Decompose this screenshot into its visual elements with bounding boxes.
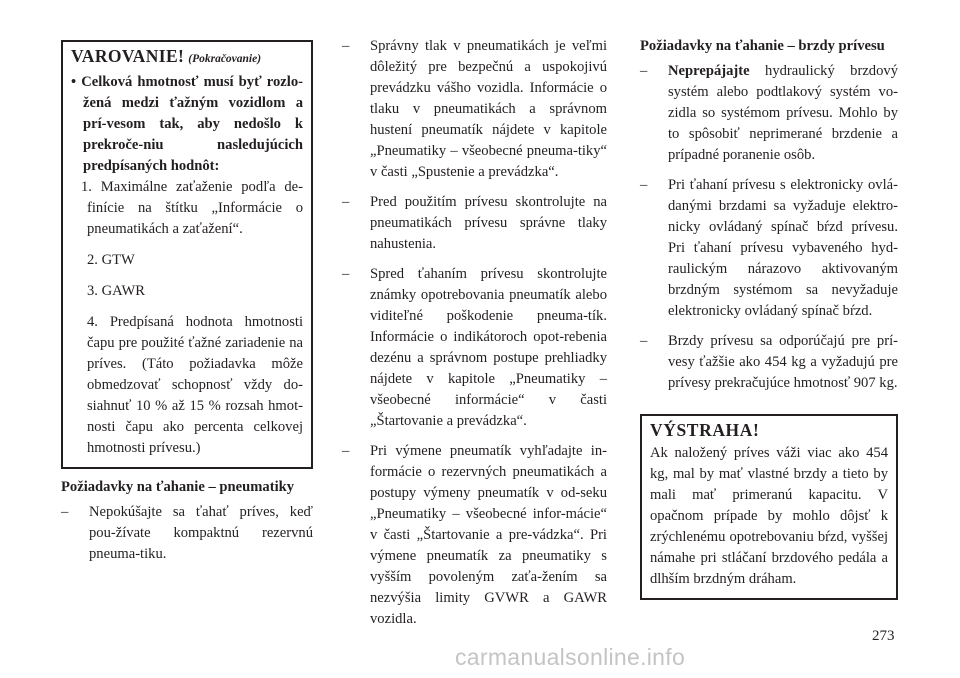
warning-continued-label: (Pokračovanie) bbox=[188, 53, 262, 65]
dash-icon: – bbox=[342, 443, 350, 459]
section-heading-brakes: Požiadavky na ťahanie – brzdy prívesu bbox=[640, 38, 885, 54]
column-left bbox=[61, 40, 313, 574]
dash-icon: – bbox=[640, 333, 648, 349]
list-item-text: Brzdy prívesu sa odporúčajú pre prí-vesy ťažšie ako 454 kg a vyžadujú pre prívesy prekračujúce hmotnosť 907 kg. bbox=[668, 333, 898, 391]
caution-title: VÝSTRAHA! bbox=[650, 420, 760, 440]
dash-icon: – bbox=[342, 38, 350, 54]
warning-subitem-2: 2. GTW bbox=[87, 252, 135, 268]
caution-box bbox=[640, 414, 898, 600]
list-item-text: Pri ťahaní prívesu s elektronicky ovlá-danými brzdami sa vyžaduje elektro-nicky ovládaný spínač bŕzd prívesu. Pri ťahaní prívesu vybaveného hyd-raulickým nárazovo aktivovaným brzdným systémom sa nevyžaduje elektronicky ovládaný spínač bŕzd. bbox=[668, 177, 898, 319]
dash-icon: – bbox=[342, 266, 350, 282]
list-item bbox=[342, 192, 607, 255]
column-middle bbox=[342, 36, 607, 639]
bullet-icon: • bbox=[71, 74, 77, 90]
dash-icon: – bbox=[640, 177, 648, 193]
caution-text: Ak naložený príves váži viac ako 454 kg, mal by mať vlastné brzdy a tieto by mali mať primeranú kapacitu. V opačnom prípade by mohlo dôjsť k zrýchlenému opotrebovaniu bŕzd, vyššej námahe pri stláčaní brzdového pedála a dlhším brzdným dráham. bbox=[650, 445, 888, 587]
page-number: 273 bbox=[872, 628, 895, 644]
warning-title-text: VAROVANIE! bbox=[71, 46, 185, 66]
warning-subitem-1: 1. Maximálne zaťaženie podľa de-finície na štítku „Informácie o pneumatikách a zaťažení“. bbox=[81, 179, 303, 237]
dash-icon: – bbox=[640, 63, 648, 79]
warning-bullet-text: Celková hmotnosť musí byť rozlo-žená medzi ťažným vozidlom a prí-vesom tak, aby nedošlo k prekroče-niu nasledujúcich predpísaných hodnôt: bbox=[81, 74, 303, 174]
column-right bbox=[640, 36, 898, 600]
watermark: carmanualsonline.info bbox=[455, 644, 686, 670]
warning-title bbox=[71, 46, 303, 70]
list-item-text: hydraulický brzdový systém alebo podtlakový systém vo-zidla so systémom prívesu. Mohlo by to spôsobiť neprimerané brzdenie a prípadné poranenie osôb. bbox=[668, 63, 898, 163]
list-item-text: Pred použitím prívesu skontrolujte na pneumatikách prívesu správne tlaky nahustenia. bbox=[370, 194, 607, 252]
warning-subitem-3: 3. GAWR bbox=[87, 283, 146, 299]
list-item bbox=[342, 36, 607, 183]
list-item bbox=[640, 175, 898, 322]
list-item bbox=[640, 331, 898, 394]
dash-icon: – bbox=[342, 194, 350, 210]
warning-bullet bbox=[71, 72, 303, 177]
list-item bbox=[342, 264, 607, 432]
list-item-text: Pri výmene pneumatík vyhľadajte in-formácie o rezervných pneumatikách a postupy výmeny pneumatík v od-seku „Pneumatiky – všeobecné infor-mácie“ v časti „Štartovanie a pre-vádzka“. Pri výmene pneumatík za pneumatiky s vyšším povoleným zaťa-žením sa nezvýšia limity GVWR a GAWR vozidla. bbox=[370, 443, 607, 627]
list-item bbox=[61, 502, 313, 565]
list-item-emphasis: Neprepájajte bbox=[668, 63, 750, 79]
section-heading-tires: Požiadavky na ťahanie – pneumatiky bbox=[61, 479, 295, 495]
list-item bbox=[342, 441, 607, 630]
list-item-text: Spred ťahaním prívesu skontrolujte známky opotrebovania pneumatík alebo viditeľné poškodenie pneuma-tík. Informácie o indikátoroch opot-rebenia dezénu a správnom postupe prehliadky nájdete v kapitole „Pneumatiky – všeobecné informácie“ v časti „Štartovanie a prevádzka“. bbox=[370, 266, 607, 429]
warning-box-continued bbox=[61, 40, 313, 469]
list-item bbox=[640, 61, 898, 166]
list-item-text: Správny tlak v pneumatikách je veľmi dôležitý pre bezpečnú a uspokojivú prevádzku vášho vozidla. Informácie o tlaku v pneumatikách a správnom hustení pneumatík nájdete v kapitole „Pneumatiky – všeobecné pneuma-tiky“ v časti „Spustenie a prevádzka“. bbox=[370, 38, 607, 180]
dash-icon: – bbox=[61, 504, 69, 520]
warning-subitem-4: 4. Predpísaná hodnota hmotnosti čapu pre použité ťažné zariadenie na príves. (Táto požiadavka môže obmedzovať schopnosť vždy do-siahnuť 10 % až 15 % rozsah hmot-nosti čapu ako percenta celkovej hmotnosti prívesu.) bbox=[87, 314, 303, 456]
list-item-text: Nepokúšajte sa ťahať príves, keď pou-žívate kompaktnú rezervnú pneuma-tiku. bbox=[89, 504, 313, 562]
